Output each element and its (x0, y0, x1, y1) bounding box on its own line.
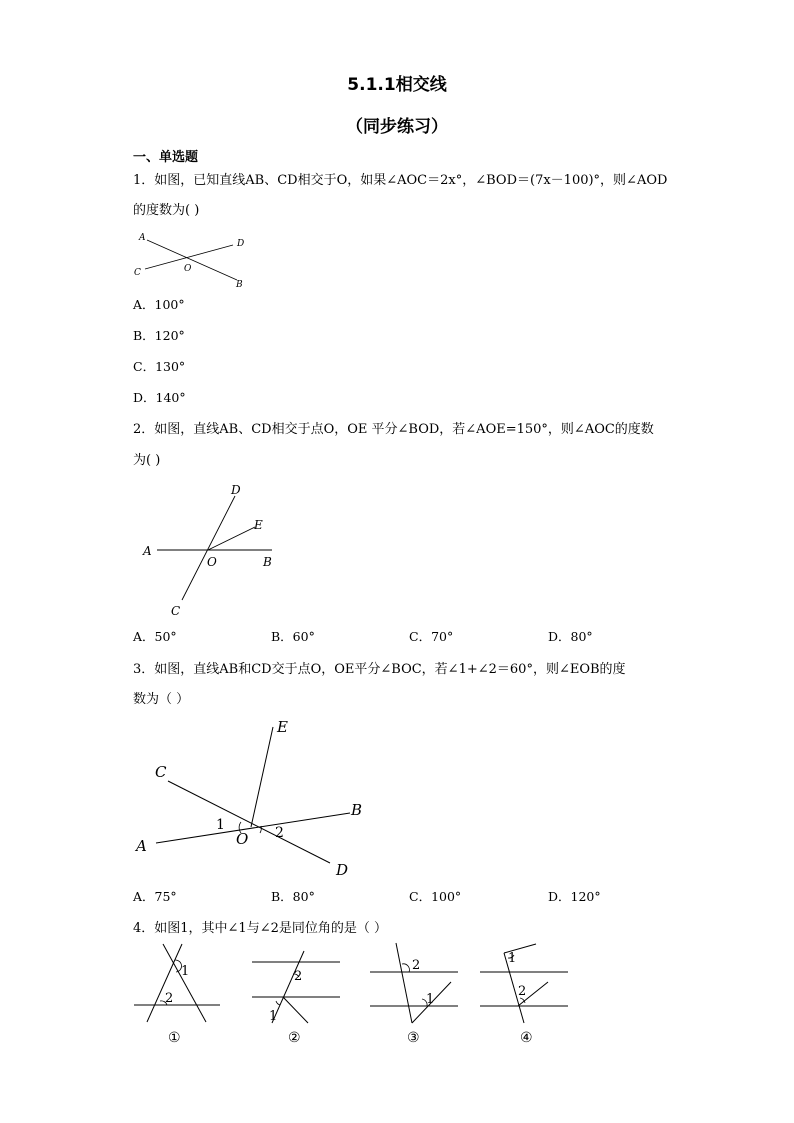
angle-1-label: 1 (426, 992, 435, 1007)
question-1-option-c: C．130° (133, 359, 186, 374)
angle-1-label: 1 (181, 964, 190, 979)
question-1-option-a: A．100° (133, 297, 185, 312)
figure-caption-3: ③ (407, 1030, 420, 1046)
question-4-figure-3 (368, 942, 463, 1024)
label-B: B (263, 555, 272, 569)
angle-2-label: 2 (412, 958, 421, 973)
question-4-line-1: 4．如图1，其中∠1与∠2是同位角的是（ ） (133, 921, 388, 936)
page-title: 5.1.1相交线 (347, 75, 447, 95)
question-3-option-c: C．100° (409, 889, 462, 904)
figure-caption-2: ② (288, 1030, 301, 1046)
question-1-option-b: B．120° (133, 328, 185, 343)
label-C: C (155, 763, 167, 781)
question-4-figure-4 (478, 942, 573, 1024)
question-3-figure (130, 713, 370, 883)
label-O: O (184, 264, 192, 274)
page-subtitle: （同步练习） (346, 117, 448, 137)
question-2-option-d: D．80° (548, 629, 593, 644)
angle-1-label: 1 (269, 1009, 278, 1024)
label-A: A (143, 544, 152, 558)
question-4-figure-1 (130, 942, 222, 1024)
label-E: E (254, 518, 263, 532)
label-D: D (336, 861, 349, 879)
ray-OE (251, 727, 273, 827)
question-2-option-b: B．60° (271, 629, 315, 644)
label-C: C (171, 604, 181, 618)
label-O: O (236, 830, 249, 848)
label-angle-1: 1 (216, 817, 225, 833)
question-2-option-c: C．70° (409, 629, 454, 644)
label-D: D (231, 483, 241, 497)
question-2-option-a: A．50° (133, 629, 177, 644)
question-2-line-1: 2．如图，直线AB、CD相交于点O，OE 平分∠BOD，若∠AOE=150°，则∠AOC的度数 (133, 422, 654, 437)
ray-OE (208, 527, 255, 550)
label-O: O (207, 555, 217, 569)
label-B: B (351, 801, 363, 819)
question-3-option-a: A．75° (133, 889, 177, 904)
label-D: D (237, 239, 245, 249)
angle-2-label: 2 (518, 984, 527, 999)
label-A: A (136, 837, 147, 855)
label-E: E (277, 718, 288, 736)
question-3-line-1: 3．如图，直线AB和CD交于点O，OE平分∠BOC，若∠1+∠2＝60°，则∠EOB的度 (133, 662, 626, 677)
question-3-option-b: B．80° (271, 889, 315, 904)
label-B: B (236, 280, 243, 290)
question-3-option-d: D．120° (548, 889, 601, 904)
label-C: C (134, 268, 141, 278)
section-heading: 一、单选题 (133, 150, 199, 165)
figure-caption-1: ① (168, 1030, 181, 1046)
figure-caption-4: ④ (520, 1030, 533, 1046)
question-2-figure (140, 478, 280, 618)
question-1-figure (130, 228, 255, 293)
label-angle-2: 2 (275, 825, 284, 841)
line-CD (182, 496, 235, 600)
question-3-line-2: 数为（ ） (133, 692, 190, 707)
question-4-figure-2 (250, 950, 345, 1025)
angle-1-label: 1 (508, 951, 517, 966)
line-AB (147, 240, 237, 280)
question-2-line-2: 为( ) (133, 453, 161, 468)
angle-2-label: 2 (294, 969, 303, 984)
line-CD (168, 781, 330, 863)
question-1-option-d: D．140° (133, 390, 186, 405)
question-1-line-1: 1．如图，已知直线AB、CD相交于O，如果∠AOC＝2x°，∠BOD＝(7x－100)°，则∠AOD (133, 173, 668, 188)
question-1-line-2: 的度数为( ) (133, 203, 200, 218)
angle-2-label: 2 (165, 991, 174, 1006)
label-A: A (139, 233, 146, 243)
